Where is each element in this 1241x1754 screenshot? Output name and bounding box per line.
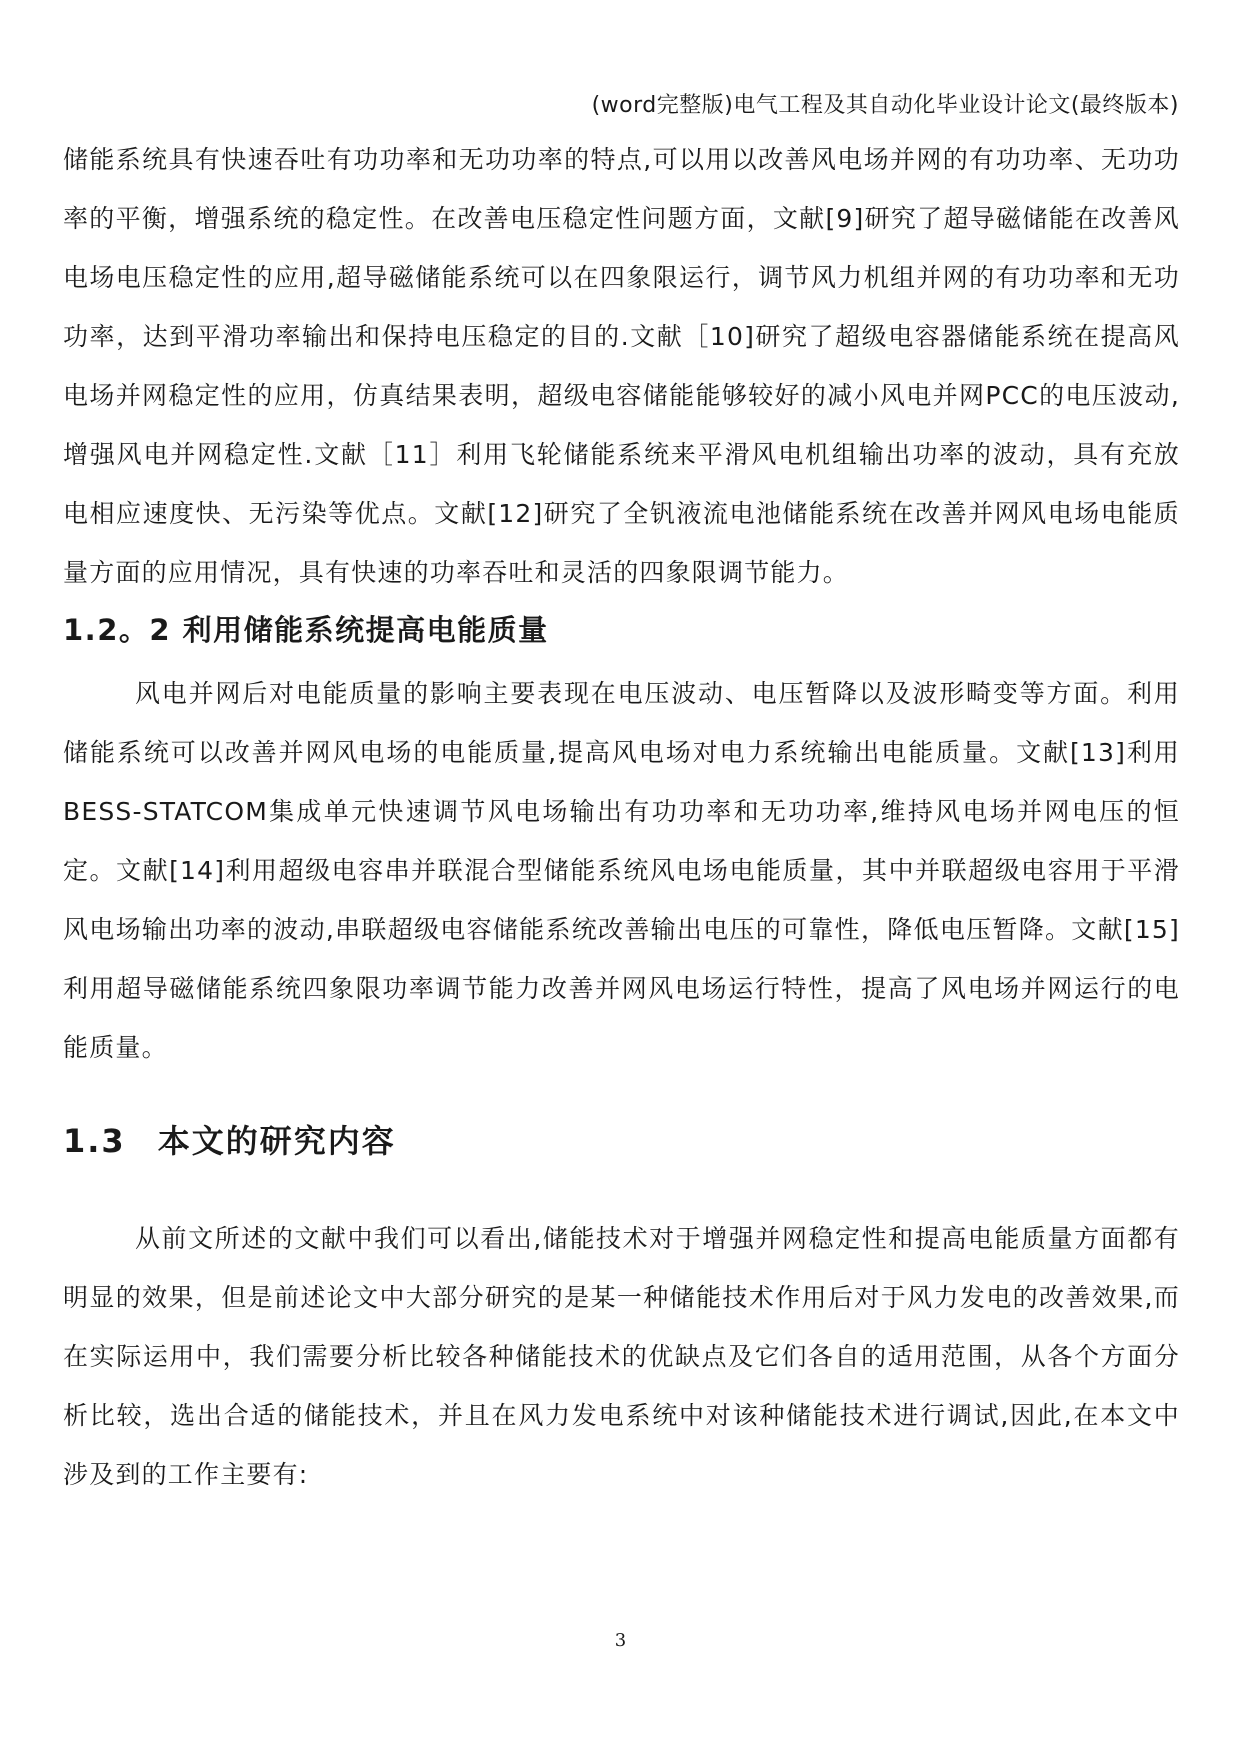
- running-header: (word完整版)电气工程及其自动化毕业设计论文(最终版本): [591, 93, 1179, 118]
- body-paragraph-1: 储能系统具有快速吞吐有功功率和无功功率的特点,可以用以改善风电场并网的有功功率、无功功率的平衡，增强系统的稳定性。在改善电压稳定性问题方面，文献[9]研究了超导磁储能在改善风电场电压稳定性的应用,超导磁储能系统可以在四象限运行，调节风力机组并网的有功功率和无功功率，达到平滑功率输出和保持电压稳定的目的.文献［10]研究了超级电容器储能系统在提高风电场并网稳定性的应用，仿真结果表明，超级电容储能能够较好的减小风电并网PCC的电压波动,增强风电并网稳定性.文献［11］利用飞轮储能系统来平滑风电机组输出功率的波动，具有充放电相应速度快、无污染等优点。文献[12]研究了全钒液流电池储能系统在改善并网风电场电能质量方面的应用情况，具有快速的功率吞吐和灵活的四象限调节能力。: [63, 145, 1180, 587]
- body-paragraph-2: 风电并网后对电能质量的影响主要表现在电压波动、电压暂降以及波形畸变等方面。利用储能系统可以改善并网风电场的电能质量,提高风电场对电力系统输出电能质量。文献[13]利用BESS-STATCOM集成单元快速调节风电场输出有功功率和无功功率,维持风电场并网电压的恒定。文献[14]利用超级电容串并联混合型储能系统风电场电能质量，其中并联超级电容用于平滑风电场输出功率的波动,串联超级电容储能系统改善输出电压的可靠性，降低电压暂降。文献[15]利用超导磁储能系统四象限功率调节能力改善并网风电场运行特性，提高了风电场并网运行的电能质量。: [63, 679, 1180, 1062]
- section-heading: [63, 1117, 1180, 1165]
- page-content: [63, 130, 1180, 1504]
- subsection-heading: 1.2。2 利用储能系统提高电能质量: [63, 613, 549, 647]
- section-number: 1.3: [63, 1122, 126, 1160]
- body-paragraph-3: 从前文所述的文献中我们可以看出,储能技术对于增强并网稳定性和提高电能质量方面都有明显的效果，但是前述论文中大部分研究的是某一种储能技术作用后对于风力发电的改善效果,而在实际运用中，我们需要分析比较各种储能技术的优缺点及它们各自的适用范围，从各个方面分析比较，选出合适的储能技术，并且在风力发电系统中对该种储能技术进行调试,因此,在本文中涉及到的工作主要有:: [63, 1224, 1180, 1489]
- page-number: 3: [614, 1630, 627, 1651]
- section-title: 本文的研究内容: [157, 1122, 396, 1160]
